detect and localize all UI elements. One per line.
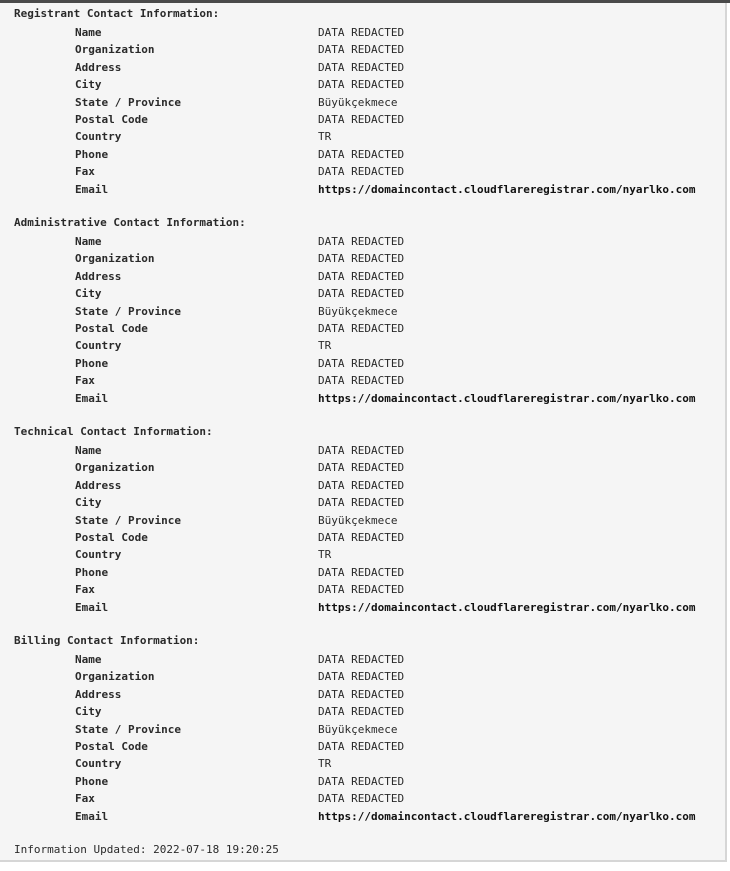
field-label: Phone	[75, 566, 109, 579]
field-value: DATA REDACTED	[318, 688, 405, 701]
field-value: DATA REDACTED	[318, 705, 405, 718]
field-value: DATA REDACTED	[318, 148, 405, 161]
field-value: DATA REDACTED	[318, 78, 405, 91]
field-label: Address	[75, 61, 122, 74]
field-label: Organization	[75, 461, 155, 474]
contact-row-postal-code	[0, 739, 727, 756]
field-value: DATA REDACTED	[318, 479, 405, 492]
contact-row-phone	[0, 774, 727, 791]
field-value: DATA REDACTED	[318, 461, 405, 474]
field-value: Büyükçekmece	[318, 514, 398, 527]
field-value: DATA REDACTED	[318, 322, 405, 335]
contact-row-state	[0, 513, 727, 530]
field-label: Address	[75, 479, 122, 492]
contact-row-state	[0, 304, 727, 321]
field-value: DATA REDACTED	[318, 792, 405, 805]
field-label: City	[75, 287, 102, 300]
field-value: DATA REDACTED	[318, 113, 405, 126]
section-title: Billing Contact Information:	[14, 634, 200, 647]
field-label: Address	[75, 270, 122, 283]
field-label: Country	[75, 130, 122, 143]
section-title: Administrative Contact Information:	[14, 216, 246, 229]
contact-row-fax	[0, 164, 727, 181]
field-value: DATA REDACTED	[318, 43, 405, 56]
contact-row-organization	[0, 251, 727, 268]
field-label: Email	[75, 392, 109, 405]
field-label: Fax	[75, 374, 95, 387]
field-label: Fax	[75, 792, 95, 805]
section-title: Registrant Contact Information:	[14, 7, 220, 20]
contact-row-address	[0, 269, 727, 286]
field-value: DATA REDACTED	[318, 670, 405, 683]
contact-row-name	[0, 25, 727, 42]
contact-row-state	[0, 95, 727, 112]
field-label: Email	[75, 601, 109, 614]
contact-row-name	[0, 652, 727, 669]
field-label: Country	[75, 548, 122, 561]
field-label: Name	[75, 26, 102, 39]
section-title: Technical Contact Information:	[14, 425, 213, 438]
field-value: DATA REDACTED	[318, 740, 405, 753]
whois-contact-panel	[0, 3, 727, 862]
field-value: DATA REDACTED	[318, 583, 405, 596]
contact-row-country	[0, 129, 727, 146]
field-value: DATA REDACTED	[318, 61, 405, 74]
field-value: Büyükçekmece	[318, 723, 398, 736]
field-label: Country	[75, 339, 122, 352]
contact-row-country	[0, 547, 727, 564]
field-label: Postal Code	[75, 740, 148, 753]
email-contact-link[interactable]: https://domaincontact.cloudflareregistrar.com/nyarlko.com	[318, 183, 696, 196]
field-label: Name	[75, 235, 102, 248]
contact-row-address	[0, 478, 727, 495]
field-label: Fax	[75, 583, 95, 596]
contact-row-name	[0, 234, 727, 251]
field-value: DATA REDACTED	[318, 287, 405, 300]
field-label: City	[75, 78, 102, 91]
contact-row-postal-code	[0, 530, 727, 547]
contact-row-state	[0, 722, 727, 739]
contact-row-phone	[0, 565, 727, 582]
contact-row-city	[0, 495, 727, 512]
field-value: DATA REDACTED	[318, 26, 405, 39]
contact-row-email	[0, 600, 727, 617]
information-updated-timestamp: Information Updated: 2022-07-18 19:20:25	[14, 843, 279, 856]
field-value: TR	[318, 130, 332, 143]
email-contact-link[interactable]: https://domaincontact.cloudflareregistrar.com/nyarlko.com	[318, 392, 696, 405]
field-label: Phone	[75, 775, 109, 788]
field-value: TR	[318, 757, 332, 770]
contact-row-city	[0, 704, 727, 721]
field-label: Organization	[75, 670, 155, 683]
field-label: Postal Code	[75, 322, 148, 335]
field-value: DATA REDACTED	[318, 252, 405, 265]
field-value: DATA REDACTED	[318, 357, 405, 370]
field-value: DATA REDACTED	[318, 775, 405, 788]
field-label: State / Province	[75, 723, 181, 736]
field-value: DATA REDACTED	[318, 270, 405, 283]
contact-row-postal-code	[0, 112, 727, 129]
email-contact-link[interactable]: https://domaincontact.cloudflareregistrar.com/nyarlko.com	[318, 601, 696, 614]
contact-row-email	[0, 809, 727, 826]
field-value: DATA REDACTED	[318, 653, 405, 666]
field-label: Email	[75, 183, 109, 196]
field-value: TR	[318, 548, 332, 561]
field-value: DATA REDACTED	[318, 531, 405, 544]
contact-row-email	[0, 391, 727, 408]
contact-row-address	[0, 60, 727, 77]
field-value: DATA REDACTED	[318, 496, 405, 509]
field-label: City	[75, 705, 102, 718]
contact-row-country	[0, 756, 727, 773]
field-label: Country	[75, 757, 122, 770]
contact-row-city	[0, 286, 727, 303]
contact-row-country	[0, 338, 727, 355]
field-value: DATA REDACTED	[318, 374, 405, 387]
contact-row-postal-code	[0, 321, 727, 338]
contact-row-organization	[0, 42, 727, 59]
contact-row-organization	[0, 460, 727, 477]
field-label: Phone	[75, 148, 109, 161]
contact-row-organization	[0, 669, 727, 686]
field-label: Phone	[75, 357, 109, 370]
contact-row-address	[0, 687, 727, 704]
field-value: TR	[318, 339, 332, 352]
contact-row-phone	[0, 356, 727, 373]
contact-row-email	[0, 182, 727, 199]
field-label: Name	[75, 444, 102, 457]
field-label: City	[75, 496, 102, 509]
field-label: State / Province	[75, 514, 181, 527]
contact-row-name	[0, 443, 727, 460]
field-label: State / Province	[75, 96, 181, 109]
field-value: DATA REDACTED	[318, 444, 405, 457]
contact-row-phone	[0, 147, 727, 164]
field-value: DATA REDACTED	[318, 235, 405, 248]
contact-row-city	[0, 77, 727, 94]
field-label: State / Province	[75, 305, 181, 318]
field-label: Organization	[75, 252, 155, 265]
field-value: DATA REDACTED	[318, 566, 405, 579]
field-label: Name	[75, 653, 102, 666]
field-label: Fax	[75, 165, 95, 178]
contact-row-fax	[0, 582, 727, 599]
field-label: Email	[75, 810, 109, 823]
field-label: Organization	[75, 43, 155, 56]
field-label: Postal Code	[75, 531, 148, 544]
field-value: Büyükçekmece	[318, 305, 398, 318]
field-label: Address	[75, 688, 122, 701]
field-label: Postal Code	[75, 113, 148, 126]
contact-row-fax	[0, 791, 727, 808]
field-value: Büyükçekmece	[318, 96, 398, 109]
field-value: DATA REDACTED	[318, 165, 405, 178]
email-contact-link[interactable]: https://domaincontact.cloudflareregistrar.com/nyarlko.com	[318, 810, 696, 823]
contact-row-fax	[0, 373, 727, 390]
